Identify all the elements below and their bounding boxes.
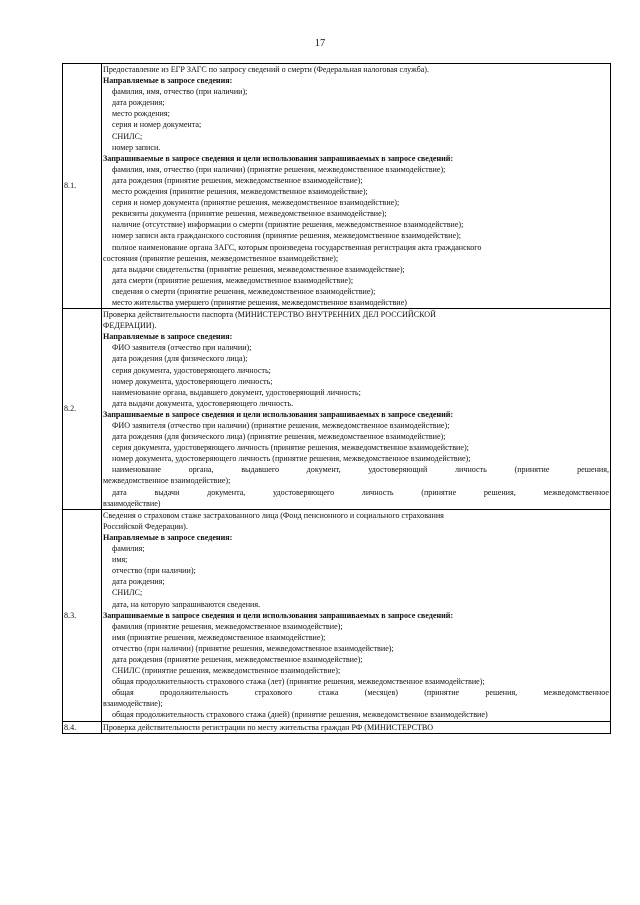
page-number: 17 xyxy=(314,38,326,49)
list-item: имя (принятие решения, межведомственное взаимодействие); xyxy=(112,632,326,642)
list-item: отчество (при наличии); xyxy=(112,566,196,576)
row-content xyxy=(102,64,611,309)
list-item: полное наименование органа ЗАГС, которым произведена государственная регистрация акта гражданского xyxy=(112,242,482,252)
table-row xyxy=(63,64,611,309)
list-item: дата выдачи документа, удостоверяющего личность (принятие решения, межведомственное xyxy=(112,487,609,497)
list-item: наименование органа, выдавшего документ, удостоверяющий личность; xyxy=(112,387,361,397)
list-item: ФИО заявителя (отчество при наличии); xyxy=(112,343,252,353)
list-item: серия и номер документа (принятие решения, межведомственное взаимодействие); xyxy=(112,198,400,208)
list-item: место жительства умершего (принятие решения, межведомственное взаимодействие) xyxy=(112,297,407,307)
list-item: дата рождения (принятие решения, межведомственное взаимодействие); xyxy=(112,175,363,185)
list-item: фамилия, имя, отчество (при наличии) (принятие решения, межведомственное взаимодействие); xyxy=(112,164,446,174)
list-item: фамилия, имя, отчество (при наличии); xyxy=(112,87,248,97)
row-number: 8.2. xyxy=(63,309,102,510)
list-item: дата рождения; xyxy=(112,577,165,587)
section-heading: Запрашиваемые в запросе сведения и цели использования запрашиваемых в запросе сведений: xyxy=(103,610,454,620)
list-item: наличие (отсутствие) информации о смерти (принятие решения, межведомственное взаимодействие); xyxy=(112,220,464,230)
services-table xyxy=(62,63,611,734)
list-item: общая продолжительность страхового стажа (месяцев) (принятие решения, межведомственное xyxy=(112,688,609,698)
list-item: отчество (при наличии) (принятие решения, межведомственное взаимодействие); xyxy=(112,643,394,653)
text-line: межведомственное взаимодействие); xyxy=(103,476,231,486)
text-line: взаимодействие); xyxy=(103,699,163,709)
text-line: ФЕДЕРАЦИИ). xyxy=(103,321,157,331)
table-row xyxy=(63,721,611,733)
list-item: фамилия (принятие решения, межведомственное взаимодействие); xyxy=(112,621,343,631)
list-item: номер записи акта гражданского состояния (принятие решения, межведомственное взаимодействие); xyxy=(112,231,461,241)
list-item: реквизиты документа (принятие решения, межведомственное взаимодействие); xyxy=(112,209,387,219)
table-row xyxy=(63,509,611,721)
list-item: номер документа, удостоверяющего личность (принятие решения, межведомственное взаимодействие); xyxy=(112,454,471,464)
section-heading: Направляемые в запросе сведения: xyxy=(103,76,233,86)
row-number: 8.4. xyxy=(63,721,102,733)
row-content xyxy=(102,509,611,721)
row-number: 8.1. xyxy=(63,64,102,309)
list-item: номер записи. xyxy=(112,142,161,152)
list-item: номер документа, удостоверяющего личность; xyxy=(112,376,273,386)
row-content xyxy=(102,309,611,510)
section-heading: Запрашиваемые в запросе сведения и цели использования запрашиваемых в запросе сведений: xyxy=(103,409,454,419)
section-heading: Направляемые в запросе сведения: xyxy=(103,332,233,342)
list-item: имя; xyxy=(112,555,128,565)
list-item: сведения о смерти (принятие решения, межведомственное взаимодействие); xyxy=(112,286,376,296)
list-item: фамилия; xyxy=(112,544,145,554)
list-item: дата смерти (принятие решения, межведомственное взаимодействие); xyxy=(112,275,354,285)
table-row xyxy=(63,309,611,510)
list-item: дата рождения (для физического лица); xyxy=(112,354,248,364)
list-item: серия документа, удостоверяющего личность (принятие решения, межведомственное взаимодействие); xyxy=(112,443,469,453)
text-line: Российской Федерации). xyxy=(103,521,188,531)
list-item: СНИЛС; xyxy=(112,131,143,141)
list-item: общая продолжительность страхового стажа (дней) (принятие решения, межведомственное взаимодействие) xyxy=(112,710,488,720)
list-item: дата выдачи свидетельства (принятие решения, межведомственное взаимодействие); xyxy=(112,264,405,274)
list-item: СНИЛС; xyxy=(112,588,143,598)
row-content xyxy=(102,721,611,733)
row-number: 8.3. xyxy=(63,509,102,721)
row-title: Проверка действительности паспорта (МИНИСТЕРСТВО ВНУТРЕННИХ ДЕЛ РОССИЙСКОЙ xyxy=(103,310,436,320)
list-item: место рождения (принятие решения, межведомственное взаимодействие); xyxy=(112,187,368,197)
list-item: ФИО заявителя (отчество при наличии) (принятие решения, межведомственное взаимодействие); xyxy=(112,421,450,430)
section-heading: Направляемые в запросе сведения: xyxy=(103,532,233,542)
list-item: серия и номер документа; xyxy=(112,120,202,130)
row-title: Предоставление из ЕГР ЗАГС по запросу сведений о смерти (Федеральная налоговая служба). xyxy=(103,65,430,74)
list-item: наименование органа, выдавшего документ, удостоверяющий личность (принятие решения, xyxy=(112,465,609,475)
list-item: дата рождения; xyxy=(112,98,165,108)
row-title: Сведения о страховом стаже застрахованного лица (Фонд пенсионного и социального страхования xyxy=(103,510,444,520)
list-item: серия документа, удостоверяющего личность; xyxy=(112,365,271,375)
text-line: взаимодействие) xyxy=(103,498,161,508)
list-item: дата выдачи документа, удостоверяющего личность. xyxy=(112,398,294,408)
section-heading: Запрашиваемые в запросе сведения и цели использования запрашиваемых в запросе сведений: xyxy=(103,153,454,163)
list-item: место рождения; xyxy=(112,109,170,119)
text-line: состояния (принятие решения, межведомственное взаимодействие); xyxy=(103,253,339,263)
list-item: дата рождения (для физического лица) (принятие решения, межведомственное взаимодействие); xyxy=(112,432,446,442)
services-table-body xyxy=(63,64,611,734)
list-item: общая продолжительность страхового стажа (лет) (принятие решения, межведомственное взаимодействие); xyxy=(112,677,485,687)
list-item: дата рождения (принятие решения, межведомственное взаимодействие); xyxy=(112,654,363,664)
list-item: СНИЛС (принятие решения, межведомственное взаимодействие); xyxy=(112,666,341,676)
row-title: Проверка действительности регистрации по месту жительства граждан РФ (МИНИСТЕРСТВО xyxy=(103,722,434,732)
list-item: дата, на которую запрашиваются сведения. xyxy=(112,599,261,609)
